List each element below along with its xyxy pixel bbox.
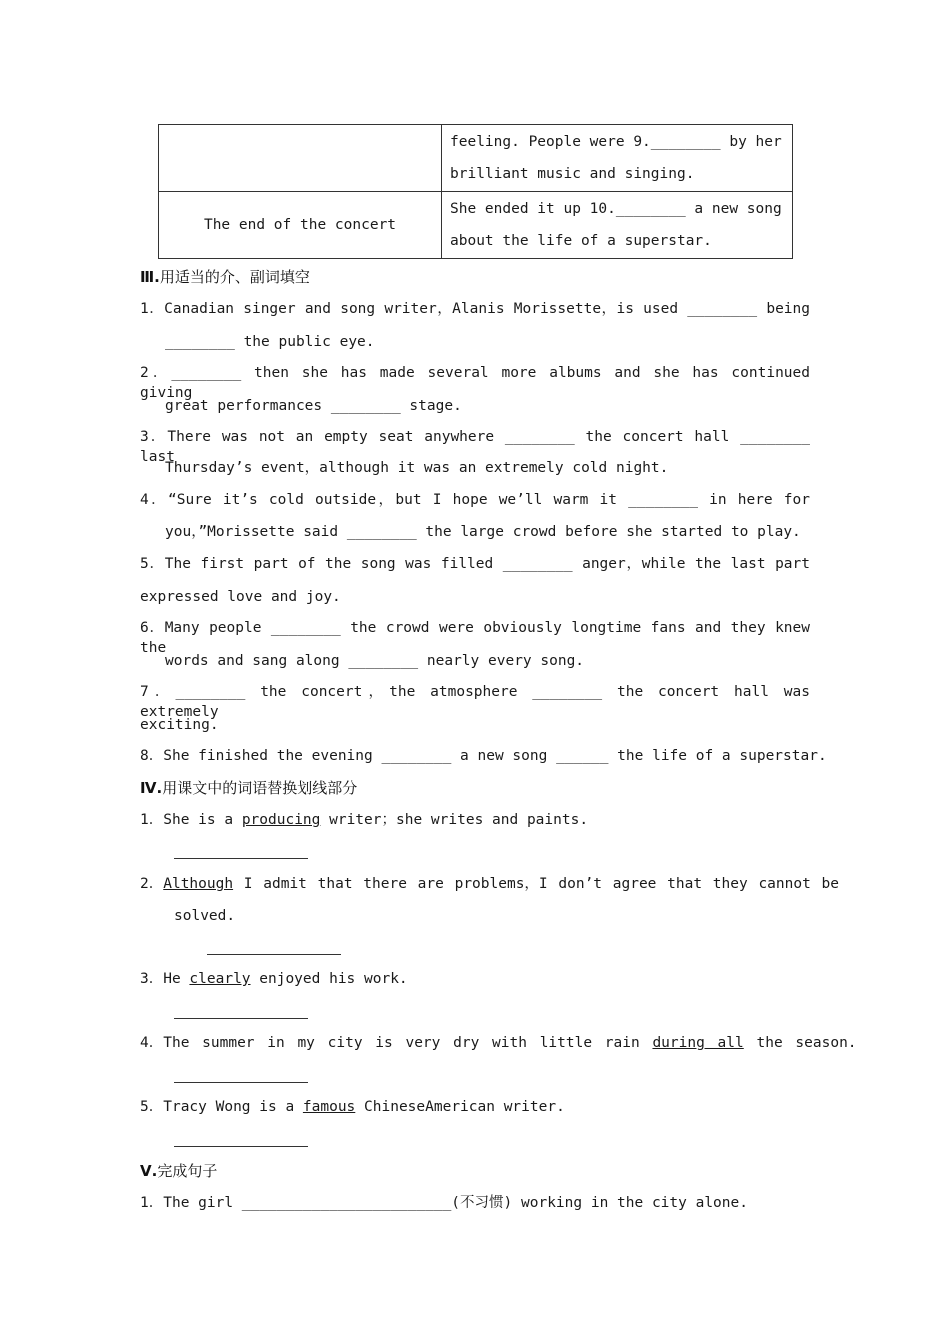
table-cell-content <box>442 192 793 259</box>
exercise-line: 4．“Sure it’s cold outside，but I hope we’ll warm it ________ in here for <box>140 492 810 508</box>
table-cell-section: The end of the concert <box>159 192 442 259</box>
exercise-line <box>140 969 408 989</box>
section-heading-3 <box>140 266 310 287</box>
line-text: 2． <box>140 876 164 892</box>
exercise-line: 8．She finished the evening ________ a new song ______ the life of a superstar. <box>140 748 827 764</box>
exercise-line: ________ the public eye. <box>165 334 375 350</box>
underlined-word: during all <box>652 1035 744 1051</box>
table-row <box>159 192 793 259</box>
cell-line: brilliant music and singing. <box>450 166 695 182</box>
exercise-line: Thursday’s event，although it was an extremely cold night. <box>165 460 669 476</box>
exercise-line: 6．Many people ________ the crowd were obviously longtime fans and they knew the <box>140 620 810 656</box>
section-numeral: Ⅴ. <box>140 1162 158 1180</box>
exercise-line: 5．The first part of the song was filled ________ anger，while the last part <box>140 556 810 572</box>
underlined-word: clearly <box>189 971 251 987</box>
exercise-line: great performances ________ stage. <box>165 398 462 414</box>
exercise-line: 3．There was not an empty seat anywhere ________ the concert hall ________ last <box>140 429 810 465</box>
line-text: I admit that there are problems，I don’t agree that they cannot be <box>233 876 840 892</box>
line-text: the season. <box>743 1035 857 1051</box>
answer-blank[interactable] <box>174 1018 308 1019</box>
answer-blank[interactable] <box>174 858 308 859</box>
exercise-line <box>140 1033 857 1053</box>
line-text: enjoyed his work. <box>250 971 408 987</box>
exercise-line: you，”Morissette said ________ the large crowd before she started to play. <box>165 524 801 540</box>
exercise-line: 1．The girl ________________________(不习惯) working in the city alone. <box>140 1195 748 1211</box>
exercise-line: 2．________ then she has made several more albums and she has continued giving <box>140 365 810 401</box>
exercise-line: solved. <box>174 908 236 924</box>
section-title: 用适当的介、副词填空 <box>159 268 310 286</box>
exercise-line <box>140 810 588 830</box>
exercise-line <box>140 1097 565 1117</box>
exercise-line: 7．________ the concert，the atmosphere ________ the concert hall was extremely <box>140 684 810 720</box>
underlined-word: Although <box>163 876 234 892</box>
exercise-line: exciting. <box>140 717 219 733</box>
line-text: ChineseAmerican writer. <box>355 1099 565 1115</box>
section-heading-5 <box>140 1160 217 1181</box>
line-text: 4．The summer in my city is very dry with little rain <box>140 1035 653 1051</box>
answer-blank[interactable] <box>174 1082 308 1083</box>
exercise-line <box>140 874 840 894</box>
section-heading-4 <box>140 777 357 798</box>
underlined-word: producing <box>241 812 321 828</box>
table-cell-content <box>442 125 793 192</box>
line-text: 3．He <box>140 971 190 987</box>
section-title: 用课文中的词语替换划线部分 <box>162 779 358 797</box>
answer-blank[interactable] <box>207 954 341 955</box>
table-row <box>159 125 793 192</box>
table-cell-section <box>159 125 442 192</box>
section-numeral: Ⅳ. <box>140 779 163 797</box>
concert-summary-table <box>158 124 793 259</box>
underlined-word: famous <box>302 1099 356 1115</box>
line-text: writer；she writes and paints. <box>320 812 589 828</box>
line-text: 5．Tracy Wong is a <box>140 1099 303 1115</box>
cell-line: feeling. People were 9.________ by her <box>450 134 782 150</box>
exercise-line: 1．Canadian singer and song writer，Alanis Morissette，is used ________ being <box>140 301 810 317</box>
exercise-line: expressed love and joy. <box>140 589 341 605</box>
exercise-line: words and sang along ________ nearly every song. <box>165 653 585 669</box>
section-numeral: Ⅲ. <box>140 268 160 286</box>
cell-line: about the life of a superstar. <box>450 233 712 249</box>
cell-line: She ended it up 10.________ a new song <box>450 201 782 217</box>
answer-blank[interactable] <box>174 1146 308 1147</box>
line-text: 1．She is a <box>140 812 242 828</box>
section-title: 完成句子 <box>157 1162 218 1180</box>
